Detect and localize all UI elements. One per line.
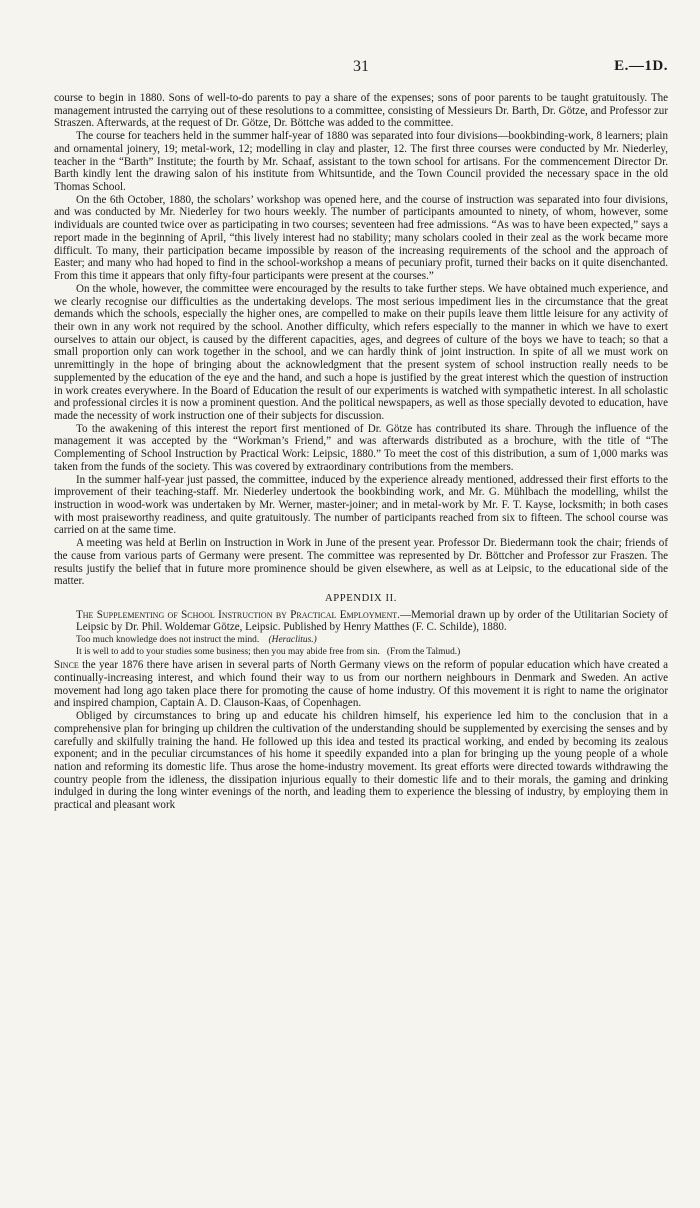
page-header bbox=[54, 58, 668, 80]
paragraph-committee-encouraged: On the whole, however, the committee were encouraged by the results to take further steps. We have obtained much experience, and we clearly recognise our difficulties as the undertaking develops. The most serious impediment lies in the circumstance that the great demands which the schools, especially the higher ones, are compelled to make on their pupils leave them little leisure for any activity of their own in any work not required by the school. Another difficulty, which refers especially to the manner in which we have to exert ourselves to attain our object, is caused by the different capacities, ages, and degrees of culture of the boys we have to teach; so that a small proportion only can work together in the school, and we can hardly think of joint instruction. In spite of all we must work on unremittingly in the hope of bringing about the acknowledgment that the present system of school instruction really needs to be supplemented by the education of the eye and the hand, and such a hope is justified by the great interest which the question of instruction in work creates everywhere. In the Board of Education the result of our experiments is watched with sympathetic interest. In all scholastic and professional circles it is now a prominent question. And the political newspapers, as well as those specially devoted to education, have made the necessity of work instruction one of their subjects for discussion. bbox=[54, 282, 668, 422]
appendix-paragraph-obliged: Obliged by circumstances to bring up and educate his children himself, his experience led him to the conclusion that in a comprehensive plan for bringing up children the cultivation of the understanding should be supplemented by exercising the senses and by carefully and skilfully training the hand. He followed up this idea and tested its practical working, and ended by becoming its zealous exponent; and in the peculiar circumstances of his home it speedily expanded into a plan for bringing up the young people of a whole nation and reforming its domestic life. Thus arose the home-industry movement. Its great efforts were directed towards withdrawing the country people from the idleness, the dissipation injurious equally to their domestic life and to their morals, the gaming and drinking indulged in during the long winter evenings of the north, and leading them to experience the blessing of industry, by employing them in practical and pleasant work bbox=[54, 710, 668, 812]
paragraph-berlin-meeting: A meeting was held at Berlin on Instruction in Work in June of the present year. Professor Dr. Biedermann took the chair; friends of the cause from various parts of Germany were present. The committee was represented by Dr. Böttcher and Professor zur Fraszen. The results justify the belief that in future more prominence should be given elsewhere, as well as at Leipsic, to the educational side of the matter. bbox=[54, 537, 668, 588]
page-number: 31 bbox=[353, 58, 369, 75]
appendix-paragraph-since-rest: the year 1876 there have arisen in several parts of North Germany views on the reform of popular education which have created a continually-increasing interest, and which found their way to us from our northern neighbours in Denmark and Sweden. An active movement had long ago taken place there for promoting the cause of home industry. Of this movement it is right to name the originator and inspired champion, Captain A. D. Clauson-Kaas, of Copenhagen. bbox=[54, 659, 668, 710]
epigraph-talmud-source: (From the Talmud.) bbox=[386, 647, 461, 658]
epigraph-heraclitus-source: (Heraclitus.) bbox=[268, 635, 317, 646]
paragraph-workshop-opened: On the 6th October, 1880, the scholars’ workshop was opened here, and the course of instruction was separated into four divisions, and was conducted by Mr. Niederley for two hours weekly. The number of participants amounted to ninety, of whom, however, some individuals are counted twice over as participating in two courses; seventeen had free admissions. “As was to have been expected,” says a report made in the beginning of April, “this lively interest had no stability; many scholars cooled in their zeal as the work became more difficult. To many, their participation became impossible by reason of the increasing requirements of the school and the approach of Easter; and many who had hoped to find in the school-workshop a means of pecuniary profit, turned their backs on it quite disenchanted. From this time it appears that only fifty-four participants were present at the courses.” bbox=[54, 193, 668, 283]
appendix-lead-word: Since bbox=[54, 659, 79, 672]
memorial-title-rest: —Memorial drawn up by order of the Utilitarian Society of Leipsic by Dr. Phil. Woldemar Götze, Leipsic. Published by Henry Matthes (F. C. Schilde), 1880. bbox=[76, 608, 668, 634]
memorial-title-smallcaps: The Supplementing of School Instruction by Practical Employment. bbox=[76, 608, 400, 621]
body-text bbox=[54, 92, 668, 812]
epigraph-heraclitus bbox=[54, 635, 668, 646]
appendix-paragraph-since bbox=[54, 659, 668, 710]
memorial-title bbox=[54, 609, 668, 634]
document-reference: E.—1D. bbox=[614, 58, 668, 74]
paragraph-continuation: course to begin in 1880. Sons of well-to-do parents to pay a share of the expenses; sons of poor parents to be taught gratuitously. The management intrusted the carrying out of these resolutions to a committee, consisting of Messieurs Dr. Barth, Dr. Götze, and Professor zur Straszen. Afterwards, at the request of Dr. Götze, Dr. Böttche was added to the committee. bbox=[54, 92, 668, 130]
epigraph-talmud bbox=[54, 647, 668, 658]
appendix-heading: APPENDIX II. bbox=[325, 593, 397, 605]
paragraph-awakening-interest: To the awakening of this interest the report first mentioned of Dr. Götze has contributed its share. Through the influence of the management it was accepted by the “Workman’s Friend,” and was afterwards distributed as a brochure, with the title of “The Complementing of School Instruction by Practical Work: Leipsic, 1880.” To meet the cost of this distribution, a sum of 1,000 marks was taken from the funds of the society. This was covered by extraordinary contributions from the members. bbox=[54, 422, 668, 473]
epigraph-talmud-text: It is well to add to your studies some business; then you may abide free from sin. bbox=[76, 647, 380, 658]
epigraph-heraclitus-text: Too much knowledge does not instruct the mind. bbox=[76, 635, 260, 646]
paragraph-teachers-course: The course for teachers held in the summer half-year of 1880 was separated into four divisions—bookbinding-work, 8 learners; plain and ornamental joinery, 19; metal-work, 12; modelling in clay and plaster, 12. The first three courses were conducted by Mr. Niederley, teacher in the “Barth” Institute; the fourth by Mr. Schaaf, assistant to the town school for artisans. For the commencement Director Dr. Barth kindly lent the drawing salon of his institute from Whitsuntide, and the Town Council provided the necessary space in the old Thomas School. bbox=[54, 130, 668, 194]
paragraph-summer-half-year: In the summer half-year just passed, the committee, induced by the experience already mentioned, addressed their first efforts to the improvement of their teaching-staff. Mr. Niederley undertook the bookbinding work, and Mr. G. Mühlbach the modelling, whilst the instruction in wood-work was undertaken by Mr. Werner, master-joiner; and in metal-work by Mr. F. T. Kayse, locksmith; in both cases with most praiseworthy readiness, and quite gratuitously. The number of participants reached from six to fifteen. The school course was carried on at the same time. bbox=[54, 473, 668, 537]
